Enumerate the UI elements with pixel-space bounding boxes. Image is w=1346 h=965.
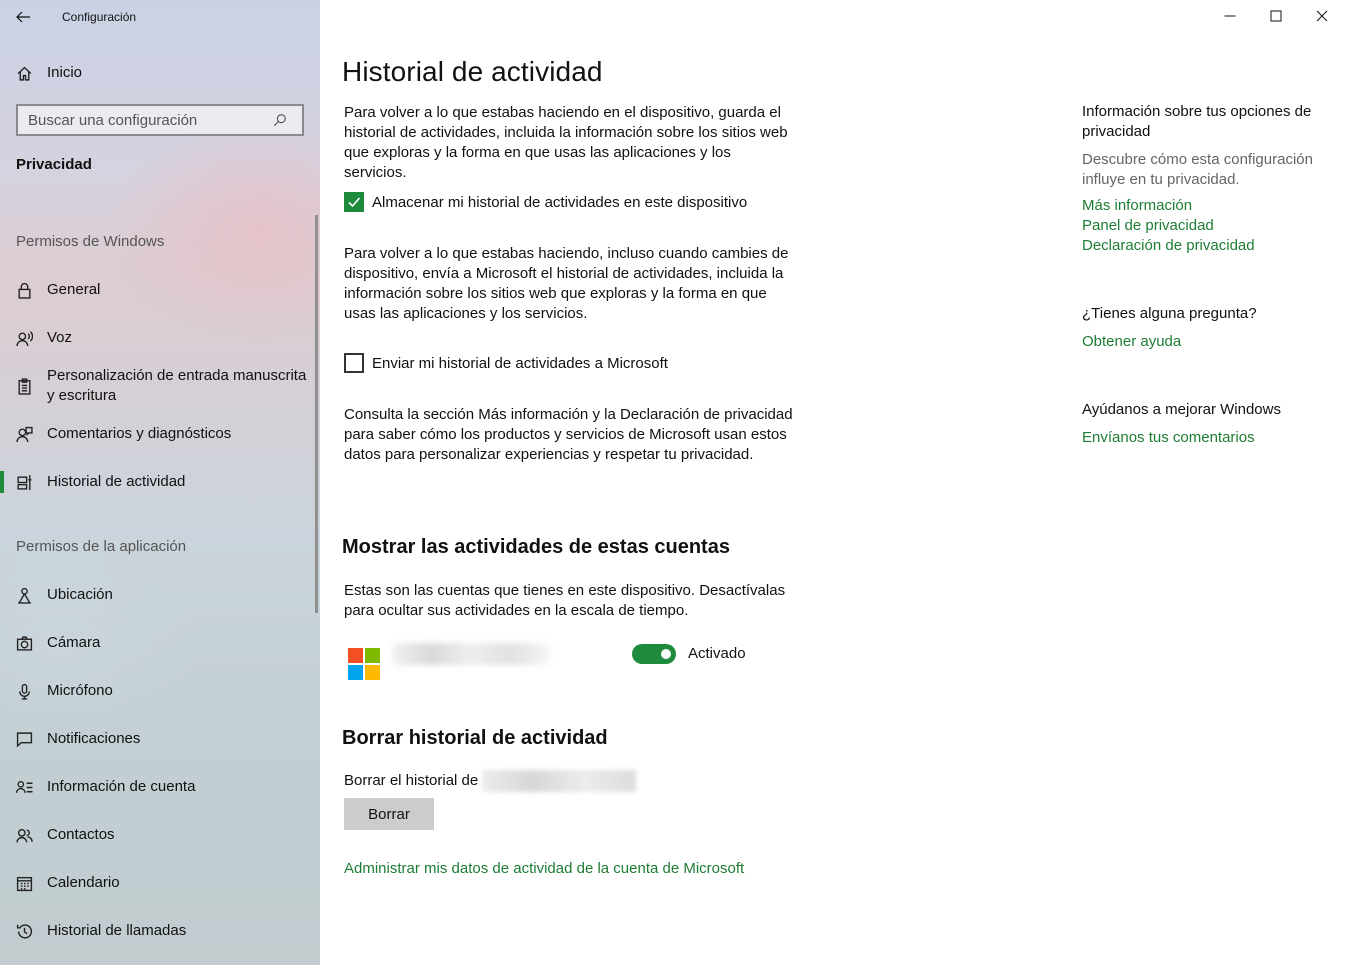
- search-box[interactable]: [16, 104, 304, 136]
- window-title: Configuración: [62, 10, 137, 24]
- sidebar-item-voice[interactable]: [0, 327, 318, 349]
- sidebar-item-label: Historial de llamadas: [47, 922, 187, 939]
- question-heading: ¿Tienes alguna pregunta?: [1082, 305, 1257, 322]
- checkbox-label: Enviar mi historial de actividades a Microsoft: [372, 354, 668, 372]
- privacy-options-heading: Información sobre tus opciones de privacidad: [1082, 103, 1312, 140]
- microphone-icon: [0, 683, 47, 700]
- sidebar-item-notifications[interactable]: [0, 728, 318, 750]
- sidebar-item-label: Cámara: [47, 634, 101, 651]
- sidebar-item-home[interactable]: [0, 62, 318, 84]
- checkbox-label: Almacenar mi historial de actividades en este dispositivo: [372, 193, 748, 211]
- back-button[interactable]: [0, 1, 46, 33]
- sidebar: [0, 0, 320, 965]
- account-toggle[interactable]: [632, 644, 676, 664]
- clipboard-icon: [0, 378, 47, 395]
- sidebar-scrollbar[interactable]: [315, 215, 318, 613]
- maximize-icon: [1270, 10, 1282, 22]
- send-history-checkbox[interactable]: [344, 353, 668, 373]
- category-heading: Privacidad: [16, 156, 92, 173]
- checkbox-checked[interactable]: [344, 192, 364, 212]
- logo-yellow-square: [365, 665, 380, 680]
- page-title: Historial de actividad: [342, 56, 603, 87]
- sidebar-item-location[interactable]: [0, 584, 318, 606]
- sidebar-item-label: Notificaciones: [47, 730, 141, 747]
- windows-permissions-label: Permisos de Windows: [16, 233, 165, 250]
- minimize-button[interactable]: [1207, 0, 1253, 32]
- minimize-icon: [1224, 10, 1236, 22]
- sidebar-item-label: Comentarios y diagnósticos: [47, 425, 232, 442]
- speech-icon: [0, 330, 47, 347]
- lock-icon: [0, 282, 47, 299]
- sidebar-item-call-history[interactable]: [0, 920, 318, 942]
- back-arrow-icon: [15, 9, 31, 25]
- home-icon: [0, 65, 47, 82]
- checkbox-unchecked[interactable]: [344, 353, 364, 373]
- send-intro-text: Para volver a lo que estabas haciendo, incluso cuando cambies de dispositivo, envía a Microsoft el historial de actividades, incluida la información sobre los sitios web que exploras y la forma en que usas las aplicaciones y los servicios.: [344, 245, 789, 322]
- sidebar-item-camera[interactable]: [0, 632, 318, 654]
- improve-windows-heading: Ayúdanos a mejorar Windows: [1082, 401, 1281, 418]
- checkmark-icon: [347, 195, 361, 209]
- sidebar-item-calendar[interactable]: [0, 872, 318, 894]
- sidebar-item-label: Inicio: [47, 64, 83, 81]
- sidebar-item-label: General: [47, 281, 101, 298]
- accounts-description: Estas son las cuentas que tienes en este dispositivo. Desactívalas para ocultar sus actividades en la escala de tiempo.: [344, 582, 786, 619]
- sidebar-item-activity-history[interactable]: [0, 471, 318, 493]
- privacy-statement-link[interactable]: Declaración de privacidad: [1082, 237, 1255, 254]
- sidebar-item-account-info[interactable]: [0, 776, 318, 798]
- sidebar-item-feedback[interactable]: [0, 423, 318, 445]
- sidebar-item-label: Calendario: [47, 874, 120, 891]
- store-history-checkbox[interactable]: [344, 192, 747, 212]
- feedback-icon: [0, 426, 47, 443]
- sidebar-item-label: Contactos: [47, 826, 115, 843]
- close-button[interactable]: [1299, 0, 1345, 32]
- privacy-dashboard-link[interactable]: Panel de privacidad: [1082, 217, 1214, 234]
- contacts-icon: [0, 827, 47, 844]
- clear-button[interactable]: Borrar: [344, 798, 434, 830]
- logo-green-square: [365, 648, 380, 663]
- notification-icon: [0, 731, 47, 748]
- calendar-icon: [0, 875, 47, 892]
- sidebar-item-label: Personalización de entrada manuscrita y escritura: [47, 367, 307, 404]
- sidebar-item-contacts[interactable]: [0, 824, 318, 846]
- sidebar-item-general[interactable]: [0, 279, 318, 301]
- clear-history-label: Borrar el historial de: [344, 772, 479, 789]
- privacy-note-text: Consulta la sección Más información y la Declaración de privacidad para saber cómo los productos y servicios de Microsoft usan estos datos para personalizar experiencias y respetar tu privacidad.: [344, 406, 793, 463]
- sidebar-item-label: Voz: [47, 329, 73, 346]
- privacy-options-description: Descubre cómo esta configuración influye en tu privacidad.: [1082, 151, 1313, 188]
- sidebar-item-microphone[interactable]: [0, 680, 318, 702]
- camera-icon: [0, 635, 47, 652]
- sidebar-item-label: Información de cuenta: [47, 778, 196, 795]
- close-icon: [1316, 10, 1328, 22]
- location-icon: [0, 587, 47, 604]
- intro-text: Para volver a lo que estabas haciendo en el dispositivo, guarda el historial de actividades, incluida la información sobre los sitios web que exploras y la forma en que usas las aplicaciones y los servicios.: [344, 104, 788, 181]
- logo-red-square: [348, 648, 363, 663]
- account-info-icon: [0, 779, 47, 796]
- history-icon: [0, 923, 47, 940]
- manage-activity-link[interactable]: Administrar mis datos de actividad de la cuenta de Microsoft: [344, 860, 745, 877]
- more-info-link[interactable]: Más información: [1082, 197, 1193, 214]
- timeline-icon: [0, 474, 47, 491]
- clear-history-heading: Borrar historial de actividad: [342, 727, 608, 749]
- search-icon[interactable]: [268, 108, 292, 132]
- toggle-state-label: Activado: [688, 645, 746, 662]
- accounts-heading: Mostrar las actividades de estas cuentas: [342, 536, 730, 558]
- sidebar-item-label: Ubicación: [47, 586, 113, 603]
- toggle-knob: [661, 649, 671, 659]
- app-permissions-label: Permisos de la aplicación: [16, 538, 187, 555]
- logo-blue-square: [348, 665, 363, 680]
- title-bar: [0, 0, 136, 34]
- maximize-button[interactable]: [1253, 0, 1299, 32]
- search-input[interactable]: [18, 112, 268, 129]
- get-help-link[interactable]: Obtener ayuda: [1082, 333, 1182, 350]
- sidebar-item-label: Historial de actividad: [47, 473, 186, 490]
- sidebar-item-label: Micrófono: [47, 682, 113, 699]
- sidebar-item-inking[interactable]: [0, 365, 318, 407]
- microsoft-logo-icon: [348, 648, 380, 680]
- send-feedback-link[interactable]: Envíanos tus comentarios: [1082, 429, 1255, 446]
- redacted-account-name: [482, 770, 636, 792]
- redacted-account-email: [392, 643, 550, 665]
